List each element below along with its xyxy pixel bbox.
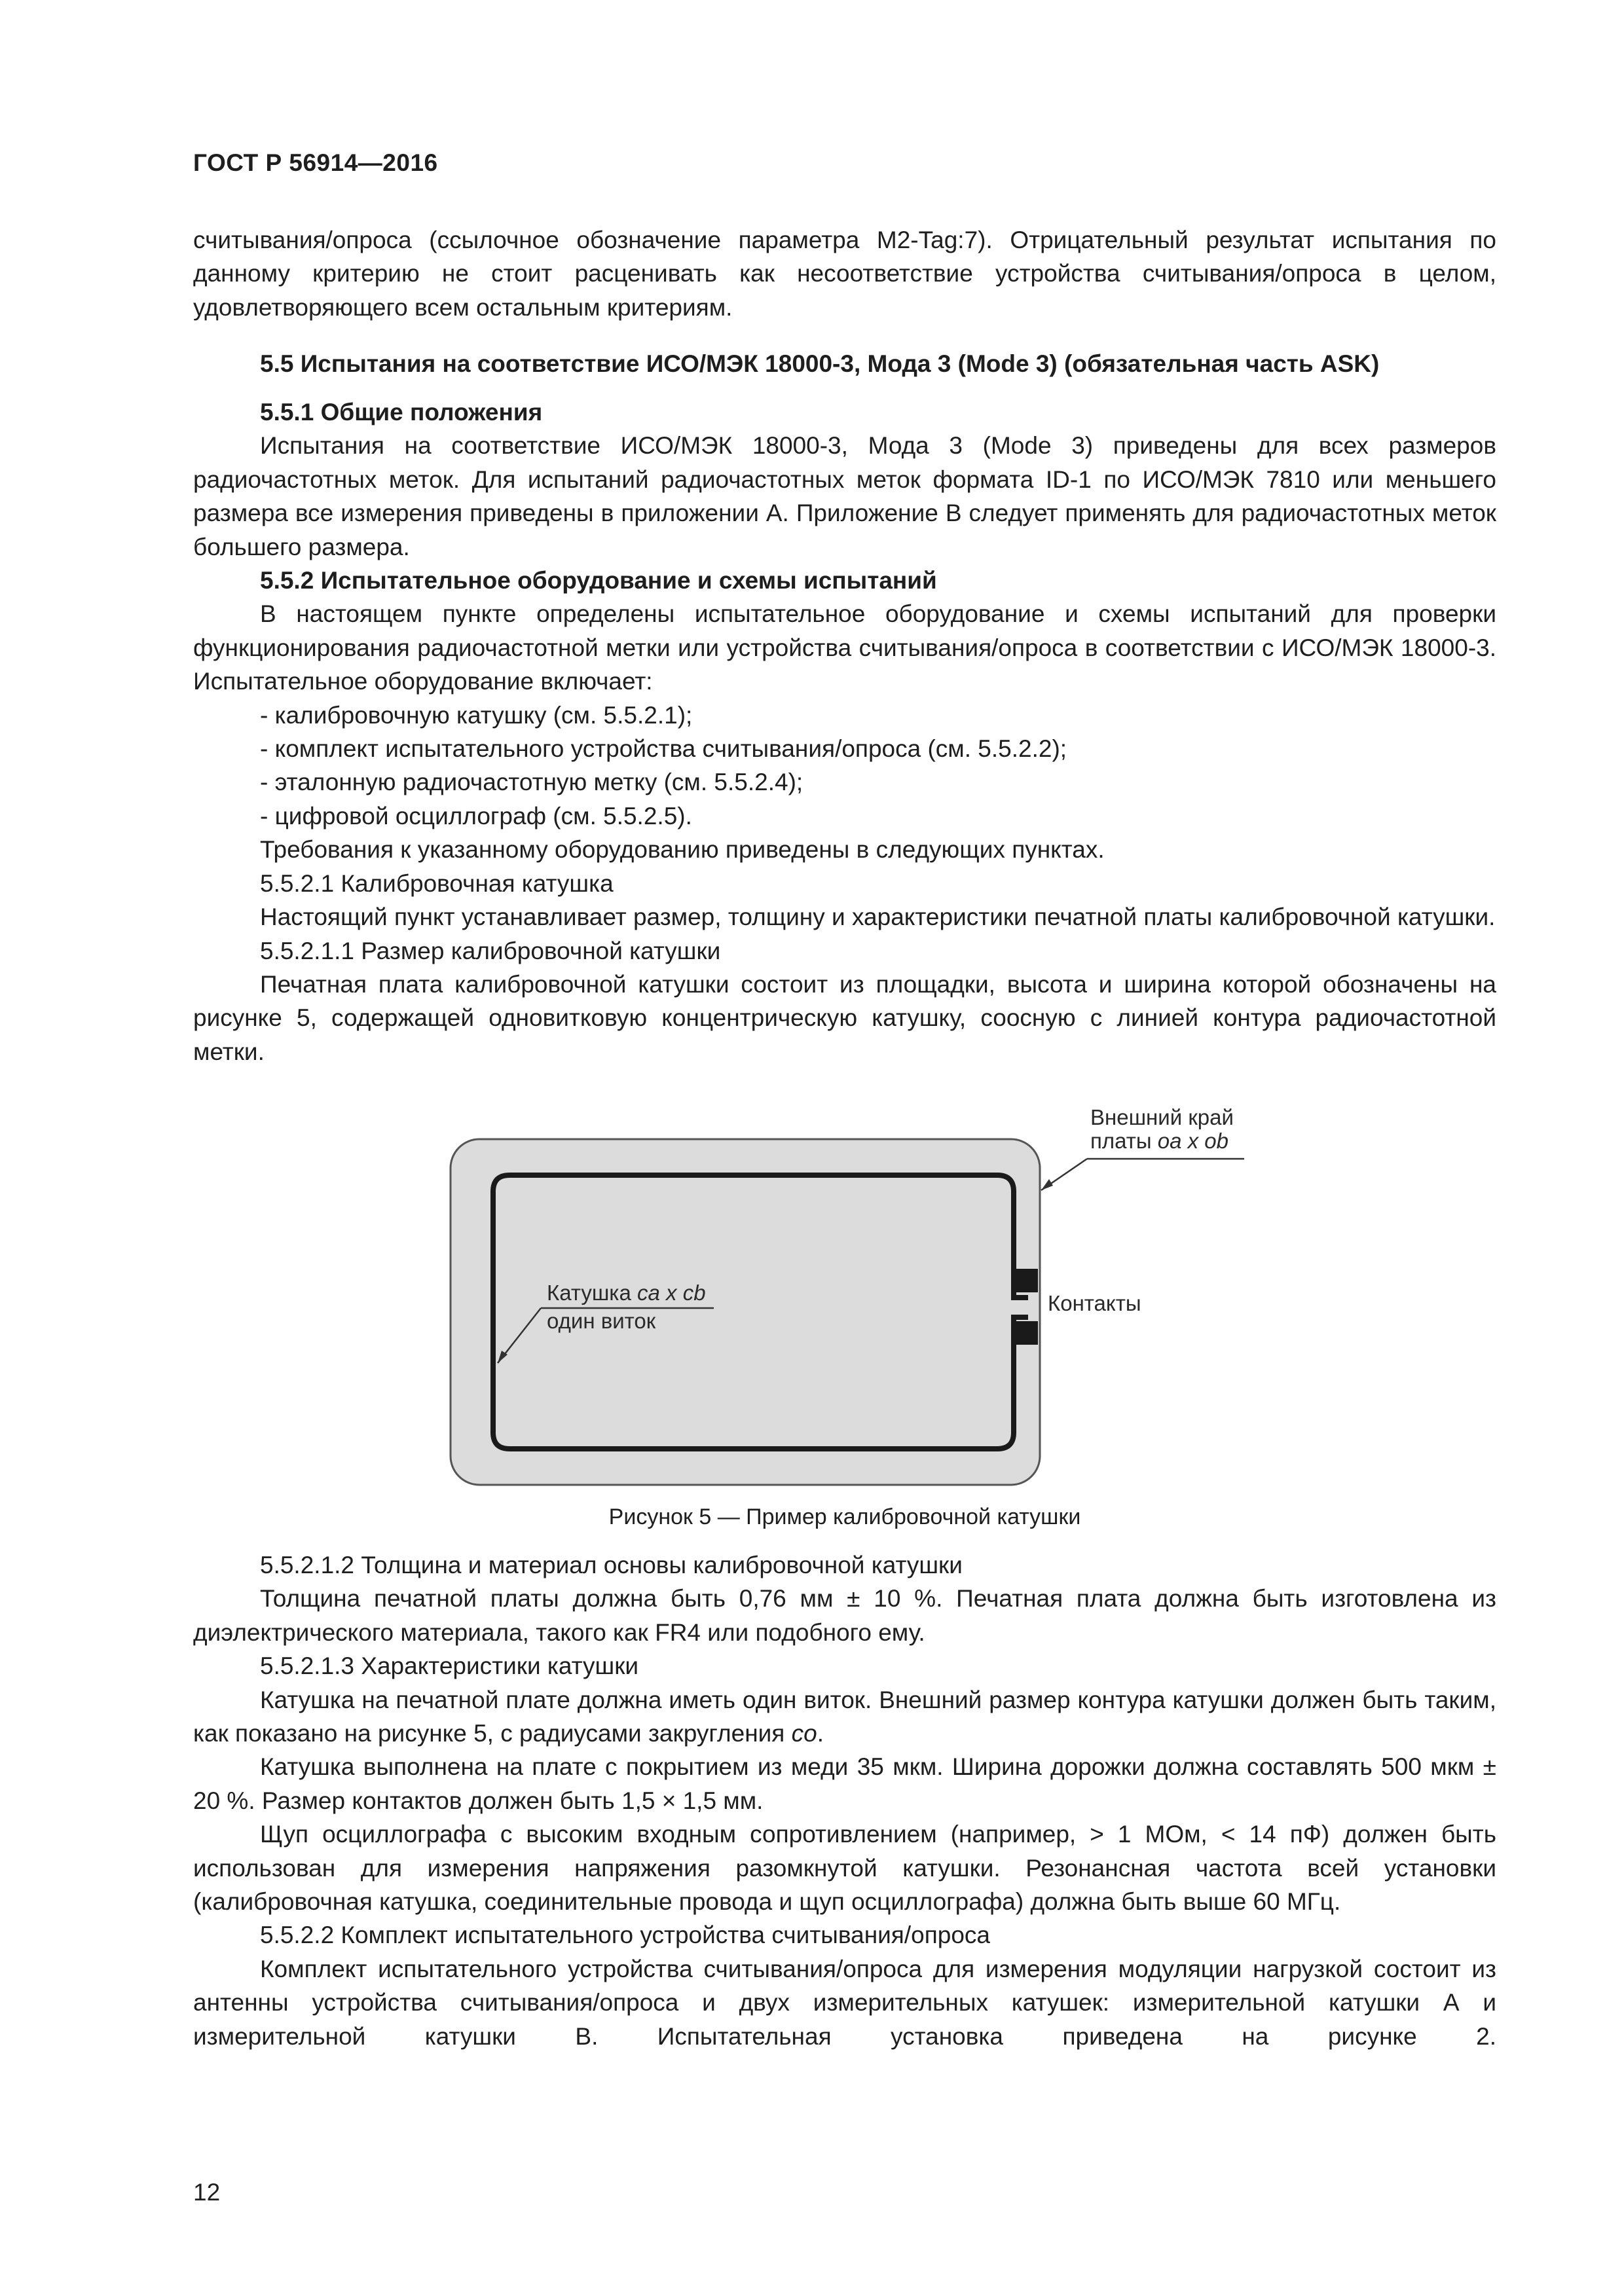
document-header: ГОСТ Р 56914—2016 — [193, 149, 438, 176]
subsection-heading-5-5-2-1: 5.5.2.1 Калибровочная катушка — [260, 869, 614, 897]
lower-text-block — [193, 1548, 1496, 2053]
list-item: - калибровочную катушку (см. 5.5.2.1); — [260, 701, 693, 729]
label-outer-edge-size: платы oa x ob — [1090, 1129, 1229, 1153]
subsection-heading-5-5-2-2: 5.5.2.2 Комплект испытательного устройства считывания/опроса — [260, 1922, 990, 1949]
paragraph-coil-3: Щуп осциллографа с высоким входным сопротивлением (например, > 1 МОм, < 14 пФ) должен быть использован для измерения напряжения разомкнутой катушки. Резонансная частота всей установки (калибровочная катушка, соединительные провода и щуп осциллографа) должна быть выше 60 МГц. — [193, 1821, 1496, 1916]
subsection-heading-5-5-2-1-2: 5.5.2.1.2 Толщина и материал основы калибровочной катушки — [260, 1552, 963, 1578]
label-coil-turns: один виток — [547, 1309, 656, 1333]
subsection-heading-5-5-2-1-3: 5.5.2.1.3 Характеристики катушки — [260, 1652, 639, 1680]
paragraph-5-5-1: Испытания на соответствие ИСО/МЭК 18000-3, Мода 3 (Mode 3) приведены для всех размеров радиочастотных меток. Для испытаний радиочастотных меток формата ID-1 по ИСО/МЭК 7810 или меньшего размера все измерения приведены в приложении А. Приложение В следует применять для радиочастотных меток большего размера. — [193, 432, 1496, 560]
label-coil: Катушка ca x cb — [547, 1281, 706, 1305]
section-heading-5-5: 5.5 Испытания на соответствие ИСО/МЭК 18000-3, Мода 3 (Mode 3) (обязательная часть ASK) — [260, 350, 1380, 377]
pcb-board — [451, 1139, 1040, 1485]
label-outer-edge: Внешний край — [1090, 1105, 1234, 1129]
section-heading-5-5-2: 5.5.2 Испытательное оборудование и схемы испытаний — [260, 567, 937, 594]
paragraph-requirements: Требования к указанному оборудованию приведены в следующих пунктах. — [260, 836, 1105, 864]
paragraph-5-5-2-1-2: Толщина печатной платы должна быть 0,76 мм ± 10 %. Печатная плата должна быть изготовлена из диэлектрического материала, такого как FR4 или подобного ему. — [193, 1585, 1496, 1646]
paragraph-continuation: считывания/опроса (ссылочное обозначение параметра M2-Tag:7). Отрицательный результат испытания по данному критерию не стоит расценивать как несоответствие устройства считывания/опроса в целом, удовлетворяющего всем остальным критериям. — [193, 227, 1496, 321]
list-item: - эталонную радиочастотную метку (см. 5.5.2.4); — [260, 769, 803, 796]
paragraph-5-5-2-2: Комплект испытательного устройства считывания/опроса для измерения модуляции нагрузкой состоит из антенны устройства считывания/опроса и двух измерительных катушек: измерительной катушки А и измерительной катушки В. Испытательная установка приведена на рисунке 2. — [193, 1955, 1496, 2050]
label-contacts: Контакты — [1048, 1291, 1141, 1315]
contact-pad — [1012, 1321, 1038, 1345]
list-item: - комплект испытательного устройства считывания/опроса (см. 5.5.2.2); — [260, 735, 1067, 763]
figure-caption: Рисунок 5 — Пример калибровочной катушки — [608, 1504, 1081, 1529]
paragraph-coil-2: Катушка выполнена на плате с покрытием из меди 35 мкм. Ширина дорожки должна составлять 500 мкм ± 20 %. Размер контактов должен быть 1,5 × 1,5 мм. — [193, 1753, 1496, 1814]
paragraph-5-5-2-1: Настоящий пункт устанавливает размер, толщину и характеристики печатной платы калибровочной катушки. — [260, 903, 1496, 931]
paragraph-coil-1: Катушка на печатной плате должна иметь один виток. Внешний размер контура катушки должен быть таким, как показано на рисунке 5, с радиусами закругления co. — [193, 1686, 1496, 1747]
paragraph-5-5-2: В настоящем пункте определены испытательное оборудование и схемы испытаний для проверки функционирования радиочастотной метки или устройства считывания/опроса в соответствии с ИСО/МЭК 18000-3. Испытательное оборудование включает: — [193, 600, 1496, 695]
section-heading-5-5-1: 5.5.1 Общие положения — [260, 399, 543, 426]
page-number: 12 — [193, 2179, 221, 2206]
arrow-icon — [1041, 1179, 1053, 1190]
paragraph-5-5-2-1-1: Печатная плата калибровочной катушки состоит из площадки, высота и ширина которой обозначены на рисунке 5, содержащей одновитковую концентрическую катушку, соосную с линией контура радиочастотной метки. — [193, 970, 1496, 1065]
list-item: - цифровой осциллограф (см. 5.5.2.5). — [260, 802, 692, 829]
contact-pad — [1012, 1269, 1038, 1292]
subsection-heading-5-5-2-1-1: 5.5.2.1.1 Размер калибровочной катушки — [260, 937, 721, 964]
